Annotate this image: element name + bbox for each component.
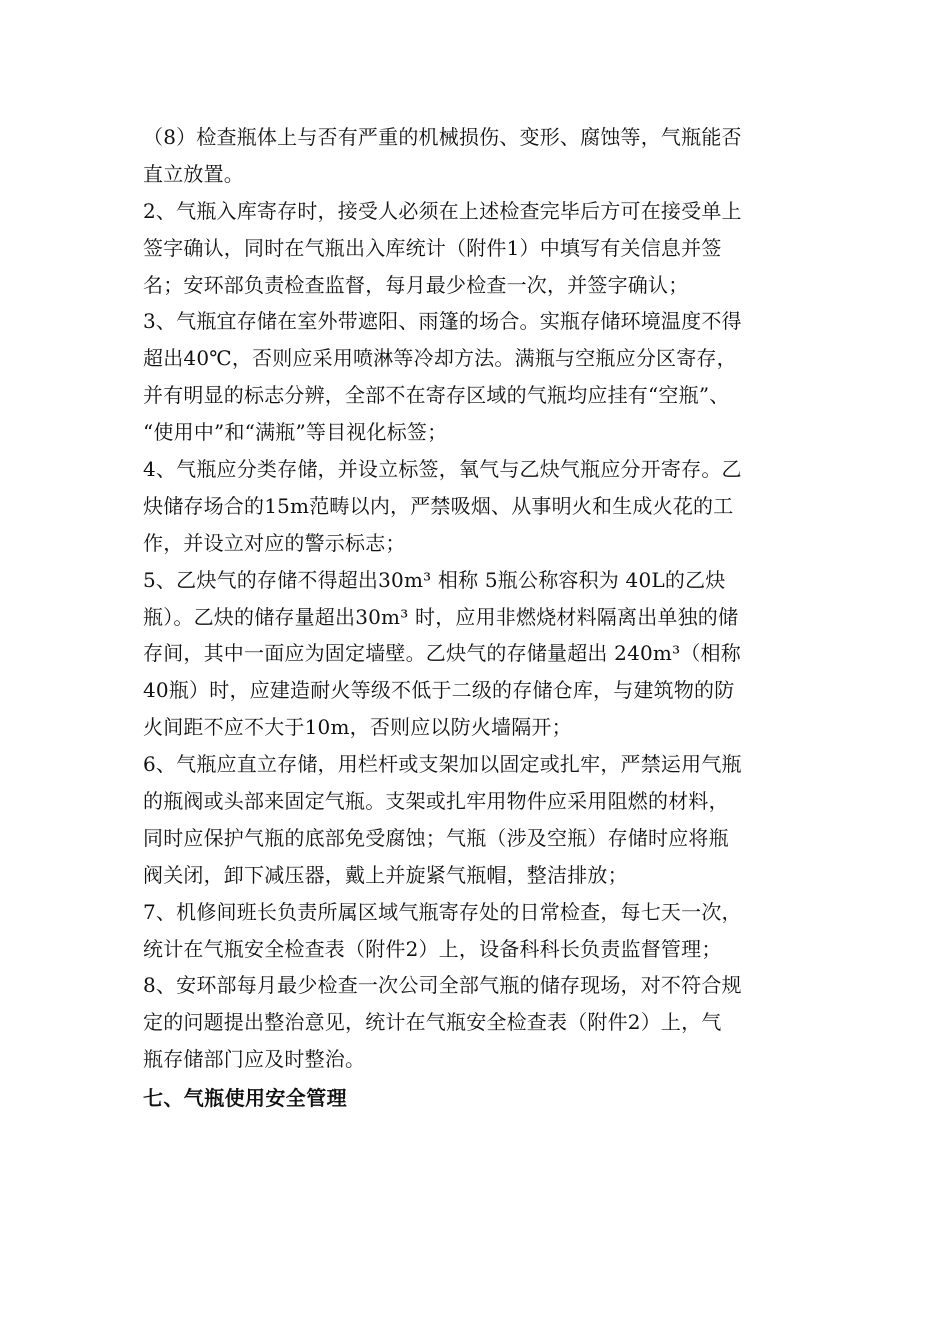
section-heading: 七、气瓶使用安全管理 [143,1086,347,1111]
text-line: 作，并设立对应的警示标志； [143,530,406,555]
text-line: “使用中”和“满瓶”等目视化标签； [143,420,448,445]
text-line: 并有明显的标志分辨，全部不在寄存区域的气瓶均应挂有“空瓶”、 [143,383,730,408]
text-line: 存间，其中一面应为固定墙壁。乙炔气的存储量超出 240m³（相称 [143,641,741,666]
text-line: 8、安环部每月最少检查一次公司全部气瓶的储存现场，对不符合规 [143,973,742,998]
text-line: 3、气瓶宜存储在室外带遮阳、雨篷的场合。实瓶存储环境温度不得 [143,309,742,334]
text-line: 炔储存场合的15m范畴以内，严禁吸烟、从事明火和生成火花的工 [143,493,734,518]
text-line: 6、气瓶应直立存储，用栏杆或支架加以固定或扎牢，严禁运用气瓶 [143,752,742,777]
text-line: 7、机修间班长负责所属区域气瓶寄存处的日常检查，每七天一次， [143,899,742,924]
text-line: 瓶存储部门应及时整治。 [143,1047,366,1072]
text-line: 5、乙炔气的存储不得超出30m³ 相称 5瓶公称容积为 40L的乙炔 [143,567,726,592]
text-line: 同时应保护气瓶的底部免受腐蚀；气瓶（涉及空瓶）存储时应将瓶 [143,825,729,850]
text-line: 定的问题提出整治意见，统计在气瓶安全检查表（附件2）上，气 [143,1010,722,1035]
text-line: 瓶）。乙炔的储存量超出30m³ 时，应用非燃烧材料隔离出单独的储 [143,604,739,629]
text-line: 4、气瓶应分类存储，并设立标签，氧气与乙炔气瓶应分开寄存。乙 [143,457,742,482]
text-line: 2、气瓶入库寄存时，接受人必须在上述检查完毕后方可在接受单上 [143,198,742,223]
text-line: 的瓶阀或头部来固定气瓶。支架或扎牢用物件应采用阻燃的材料， [143,789,729,814]
document-body [143,119,808,1118]
text-line: 名；安环部负责检查监督，每月最少检查一次，并签字确认； [143,272,689,297]
text-line: 40瓶）时，应建造耐火等级不低于二级的存储仓库，与建筑物的防 [143,678,735,703]
text-line: 超出40℃，否则应采用喷淋等冷却方法。满瓶与空瓶应分区寄存， [143,346,737,371]
text-line: 统计在气瓶安全检查表（附件2）上，设备科科长负责监督管理； [143,936,722,961]
text-line: 签字确认，同时在气瓶出入库统计（附件1）中填写有关信息并签 [143,235,722,260]
text-line: （8）检查瓶体上与否有严重的机械损伤、变形、腐蚀等，气瓶能否 [143,125,742,149]
text-line: 阀关闭，卸下减压器，戴上并旋紧气瓶帽，整洁排放； [143,862,628,887]
text-line: 火间距不应不大于10m，否则应以防火墙隔开； [143,715,572,740]
text-line: 直立放置。 [143,161,244,186]
